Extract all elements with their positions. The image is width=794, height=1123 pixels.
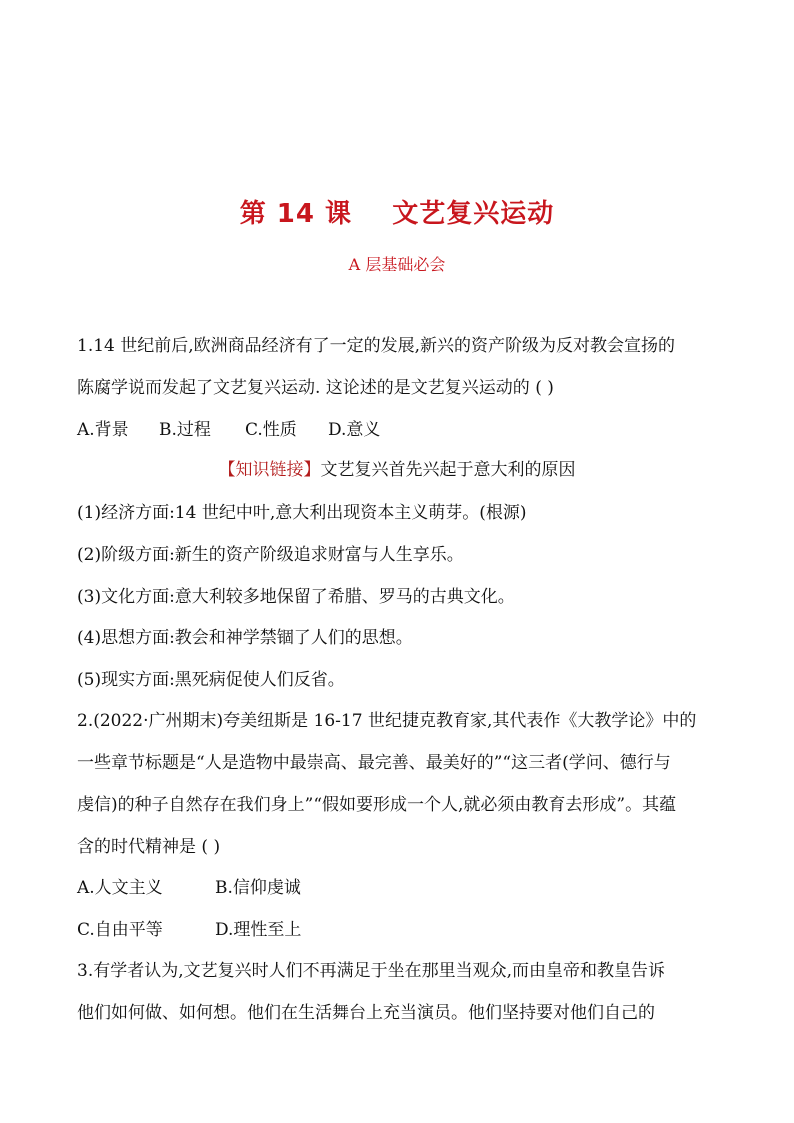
question-2-line-3: 虔信)的种子自然存在我们身上”“假如要形成一个人,就必须由教育去形成”。其蕴 bbox=[77, 795, 677, 815]
knowledge-link-title: 文艺复兴首先兴起于意大利的原因 bbox=[320, 460, 576, 480]
knowledge-item-1: (1)经济方面:14 世纪中叶,意大利出现资本主义萌芽。(根源) bbox=[77, 503, 527, 523]
option-d: D.意义 bbox=[328, 420, 381, 440]
question-2-line-2: 一些章节标题是“人是造物中最崇高、最完善、最美好的”“这三者(学问、德行与 bbox=[77, 753, 671, 773]
question-2-line-4: 含的时代精神是 ( ) bbox=[77, 837, 221, 857]
question-2-options-row-2 bbox=[77, 918, 727, 942]
option-c: C.性质 bbox=[245, 420, 297, 440]
knowledge-item-2: (2)阶级方面:新生的资产阶级追求财富与人生享乐。 bbox=[77, 545, 464, 565]
question-3-line-1: 3.有学者认为,文艺复兴时人们不再满足于坐在那里当观众,而由皇帝和教皇告诉 bbox=[77, 961, 666, 981]
knowledge-link-tag: 【知识链接】 bbox=[218, 460, 321, 480]
section-subtitle: A 层基础必会 bbox=[348, 255, 446, 274]
knowledge-link-heading bbox=[0, 458, 794, 482]
knowledge-item-4: (4)思想方面:教会和神学禁锢了人们的思想。 bbox=[77, 628, 413, 648]
question-1-options bbox=[77, 418, 727, 442]
option-a: A.人文主义 bbox=[77, 878, 163, 898]
option-a: A.背景 bbox=[77, 420, 129, 440]
lesson-title: 第 14 课 文艺复兴运动 bbox=[239, 199, 555, 229]
question-3-line-2: 他们如何做、如何想。他们在生活舞台上充当演员。他们坚持要对他们自己的 bbox=[77, 1003, 655, 1023]
option-b: B.过程 bbox=[159, 420, 211, 440]
option-d: D.理性至上 bbox=[215, 920, 302, 940]
question-2-line-1: 2.(2022·广州期末)夸美纽斯是 16-17 世纪捷克教育家,其代表作《大教学论》中的 bbox=[77, 711, 697, 731]
question-1-line-1: 1.14 世纪前后,欧洲商品经济有了一定的发展,新兴的资产阶级为反对教会宣扬的 bbox=[77, 336, 676, 356]
question-2-options-row-1 bbox=[77, 876, 727, 900]
knowledge-item-3: (3)文化方面:意大利较多地保留了希腊、罗马的古典文化。 bbox=[77, 587, 515, 607]
knowledge-item-5: (5)现实方面:黑死病促使人们反省。 bbox=[77, 670, 345, 690]
question-1-line-2: 陈腐学说而发起了文艺复兴运动. 这论述的是文艺复兴运动的 ( ) bbox=[77, 378, 554, 398]
option-c: C.自由平等 bbox=[77, 920, 163, 940]
option-b: B.信仰虔诚 bbox=[215, 878, 301, 898]
